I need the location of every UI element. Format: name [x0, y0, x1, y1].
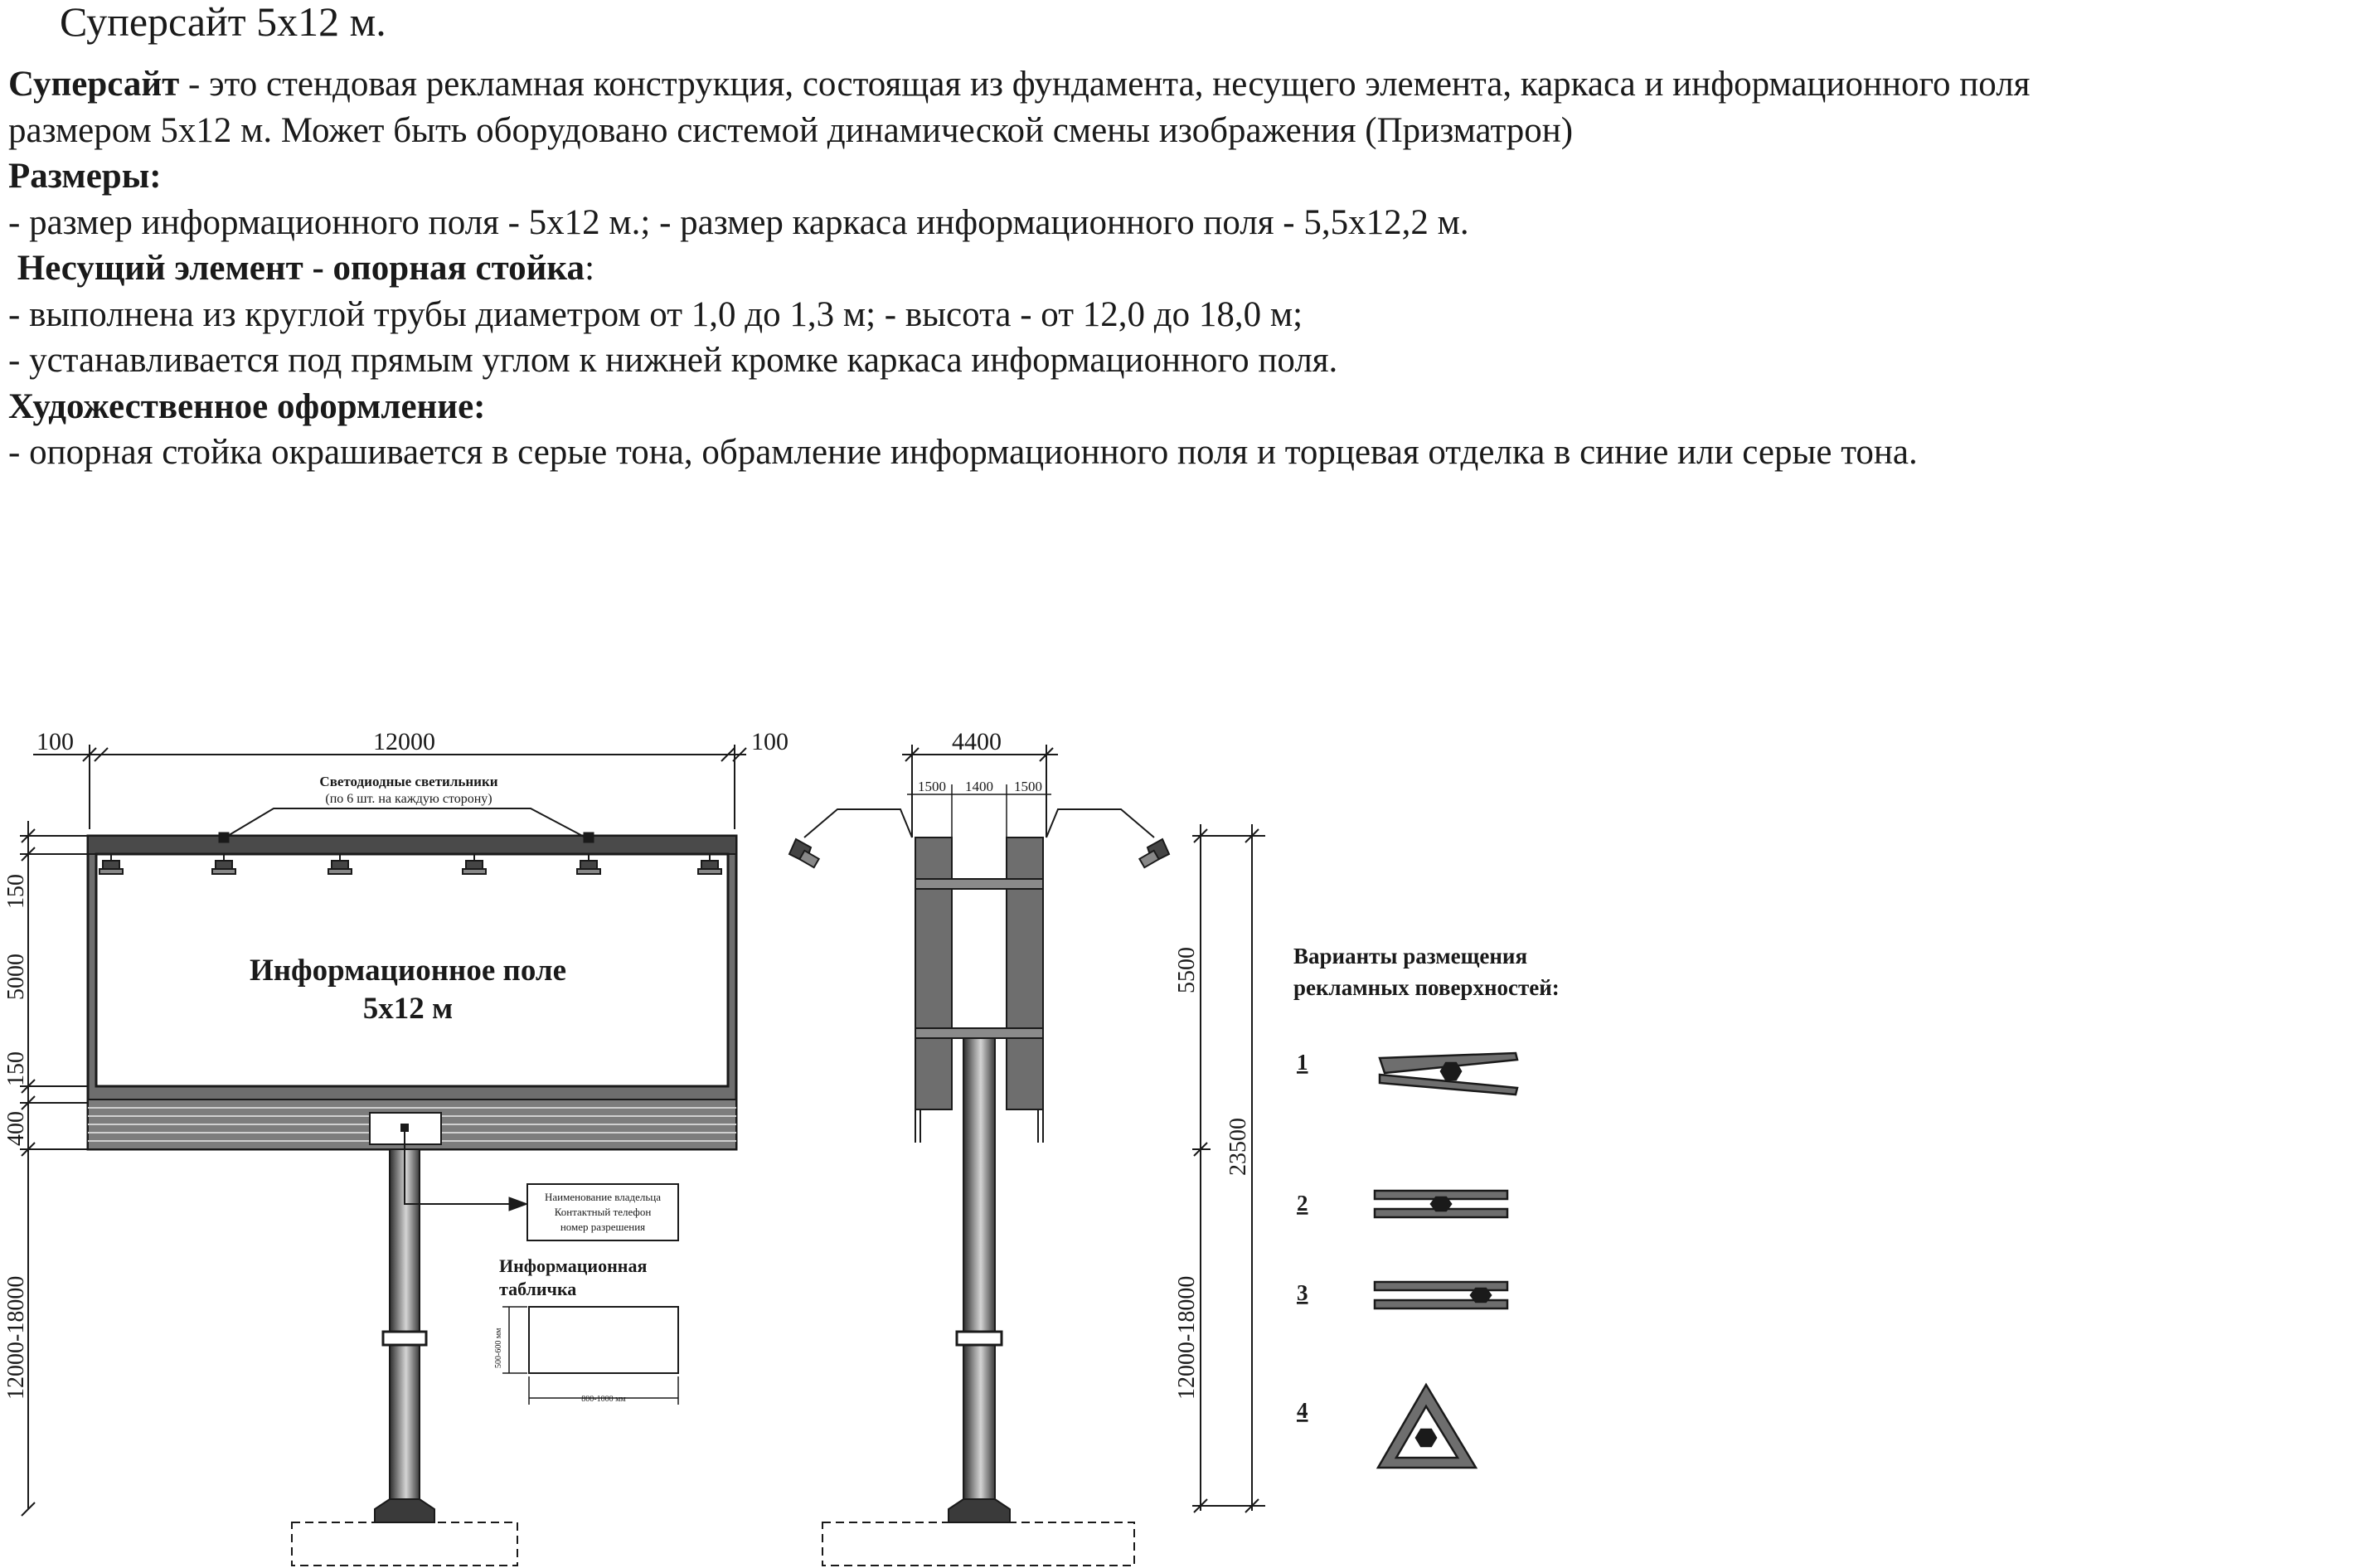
variant-3-label: 3 — [1297, 1280, 1308, 1305]
sizes-heading: Размеры: — [8, 157, 162, 196]
plate-title-1: Информационная — [499, 1255, 648, 1276]
support-line-2: - устанавливается под прямым углом к нижней кромке каркаса информационного поля. — [8, 341, 1338, 380]
side-lamp-right-icon — [1139, 839, 1169, 867]
dim-left-100: 100 — [36, 728, 74, 755]
panel-size: 5х12 м — [362, 992, 454, 1026]
art-line: - опорная стойка окрашивается в серые тона, обрамление информационного поля и торцевая отделка в синие или серые тона. — [8, 433, 1918, 472]
variant-2-label: 2 — [1297, 1191, 1308, 1216]
dim-v-5000: 5000 — [3, 954, 29, 1000]
dim-side-23500: 23500 — [1225, 1118, 1251, 1176]
side-lamp-left-icon — [789, 839, 819, 867]
info-plate-sample — [529, 1307, 678, 1373]
owner-line-2: Контактный телефон — [554, 1206, 652, 1218]
dim-width-12000: 12000 — [373, 728, 435, 755]
art-heading: Художественное оформление: — [8, 386, 486, 426]
lights-note: (по 6 шт. на каждую сторону) — [325, 792, 492, 806]
dim-side-5500: 5500 — [1174, 947, 1200, 993]
plate-width-dim: 800-1000 мм — [581, 1395, 626, 1404]
variant-4-label: 4 — [1297, 1398, 1308, 1423]
side-view — [789, 745, 1265, 1566]
owner-line-1: Наименование владельца — [545, 1191, 661, 1203]
page-title: Суперсайт 5х12 м. — [60, 0, 386, 45]
variant-1-v-shape-icon — [1380, 1053, 1517, 1095]
support-heading: Несущий элемент - опорная стойка: — [17, 249, 595, 288]
description-line-2: размером 5х12 м. Может быть оборудовано системой динамической смены изображения (Призматрон) — [8, 110, 1574, 150]
pole-base-side — [949, 1499, 1010, 1522]
dim-side-pole-height: 12000-18000 — [1174, 1275, 1200, 1400]
panel-title: Информационное поле — [249, 954, 567, 988]
dim-side-4400: 4400 — [952, 728, 1002, 755]
placement-variants — [1293, 944, 1560, 1468]
variant-1-label: 1 — [1297, 1050, 1308, 1075]
dim-v-150-top: 150 — [3, 874, 29, 909]
support-line-1: - выполнена из круглой трубы диаметром от 1,0 до 1,3 м; - высота - от 12,0 до 18,0 м; — [8, 294, 1303, 334]
variants-title-1: Варианты размещения — [1293, 944, 1528, 968]
lights-title: Светодиодные светильники — [319, 774, 498, 789]
sizes-line: - размер информационного поля - 5х12 м.; - размер каркаса информационного поля - 5,5х12,2 м. — [8, 202, 1469, 242]
foundation-side — [822, 1522, 1134, 1566]
variants-title-2: рекламных поверхностей: — [1293, 975, 1560, 1000]
support-pole-side — [963, 1038, 995, 1506]
plate-title-2: табличка — [499, 1279, 577, 1299]
front-view — [20, 745, 746, 1566]
foundation-front — [292, 1522, 517, 1566]
dim-v-400: 400 — [3, 1111, 29, 1146]
dim-side-1400: 1400 — [965, 779, 993, 794]
plate-height-dim: 500-600 мм — [494, 1328, 503, 1368]
description-line-1: Суперсайт - это стендовая рекламная конструкция, состоящая из фундамента, несущего элемента, каркаса и информационного поля — [8, 65, 2031, 104]
pole-base-front — [375, 1499, 434, 1522]
dim-side-1500-c: 1500 — [1014, 779, 1042, 794]
variant-2-double-sided-icon — [1375, 1191, 1507, 1217]
variant-4-triangle-icon — [1378, 1385, 1476, 1468]
dim-v-150-bottom: 150 — [3, 1051, 29, 1086]
term-supersite: Суперсайт — [8, 65, 180, 104]
owner-line-3: номер разрешения — [560, 1221, 646, 1233]
dim-right-100: 100 — [751, 728, 788, 755]
dim-v-pole-height: 12000-18000 — [3, 1275, 29, 1400]
dim-side-1500-a: 1500 — [918, 779, 946, 794]
variant-3-double-sided-offset-icon — [1375, 1282, 1507, 1308]
